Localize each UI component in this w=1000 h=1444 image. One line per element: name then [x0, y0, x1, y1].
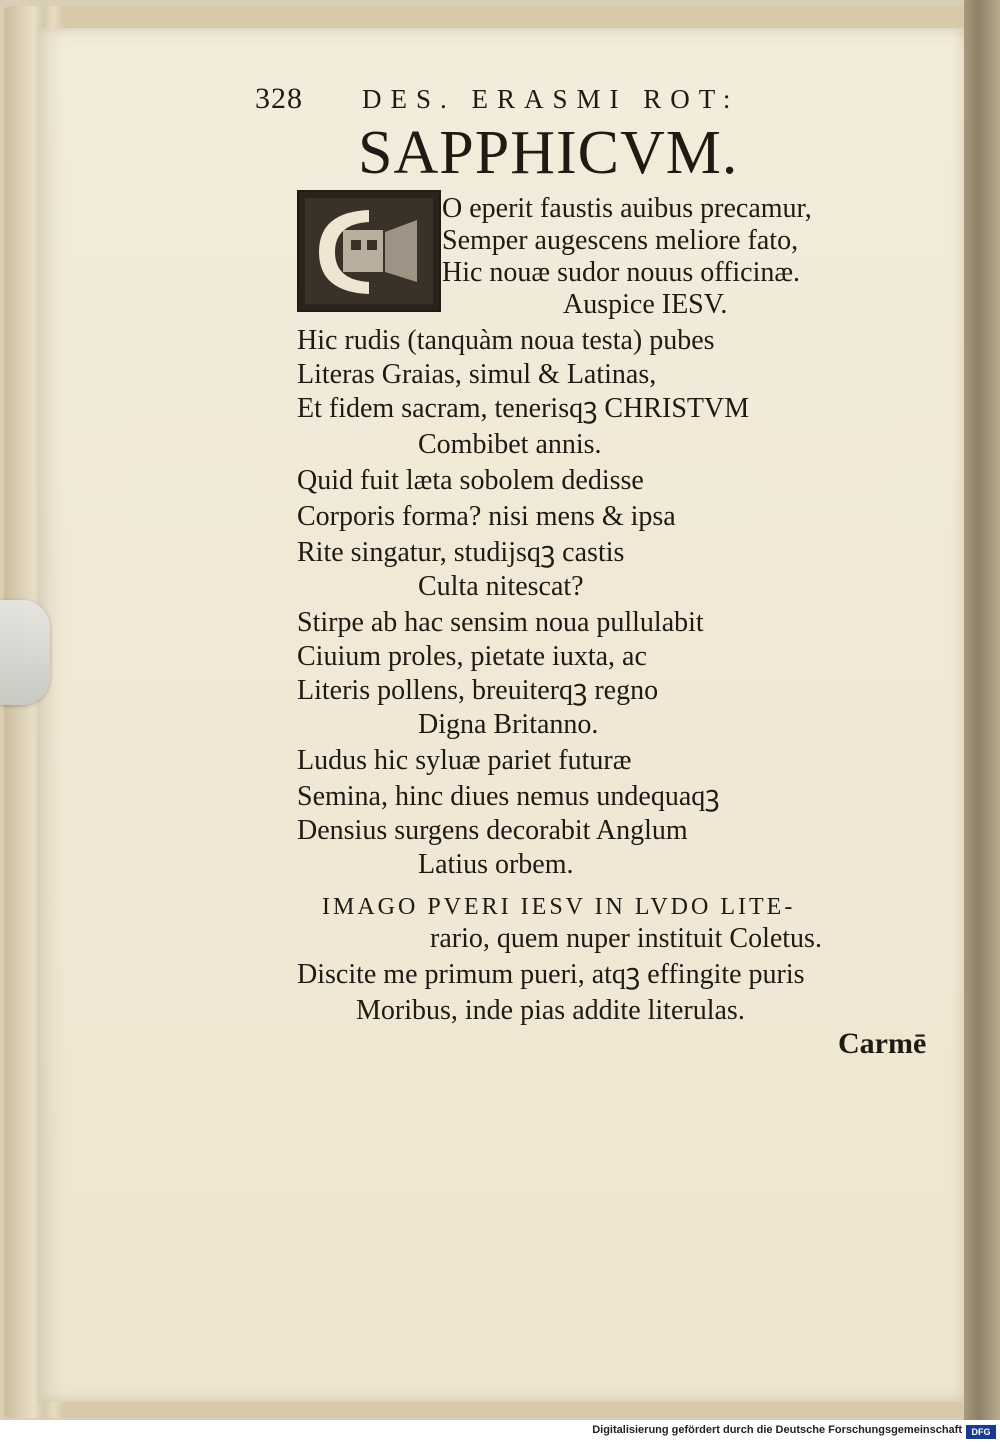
- verse-line: Et fidem sacram, tenerisqꝫ CHRISTVM: [297, 393, 750, 424]
- epigram-heading: IMAGO PVERI IESV IN LVDO LITE-: [322, 894, 796, 920]
- clip-tab: [0, 600, 50, 705]
- funding-credit: Digitalisierung gefördert durch die Deutsche Forschungsgemeinschaft: [592, 1424, 962, 1436]
- verse-line: O eperit faustis auibus precamur,: [442, 193, 812, 224]
- verse-line: Literis pollens, breuiterqꝫ regno: [297, 675, 659, 706]
- binding-strip: [964, 0, 1000, 1420]
- verse-line: Ludus hic syluæ pariet futuræ: [297, 745, 632, 776]
- footer-bar: [0, 1420, 1000, 1444]
- verse-line: Densius surgens decorabit Anglum: [297, 815, 688, 846]
- dfg-logo: DFG: [966, 1425, 996, 1439]
- verse-line: Semina, hinc diues nemus undequaqꝫ: [297, 781, 720, 812]
- verse-line: Hic nouæ sudor nouus officinæ.: [442, 257, 801, 288]
- verse-line-adonic: Combibet annis.: [418, 429, 602, 460]
- verse-line: Corporis forma? nisi mens & ipsa: [297, 501, 676, 532]
- verse-line: Literas Graias, simul & Latinas,: [297, 359, 657, 390]
- page-number: 328: [255, 82, 303, 115]
- catchword: Carmē: [838, 1027, 927, 1060]
- verse-line: Stirpe ab hac sensim noua pullulabit: [297, 607, 704, 638]
- epigram-heading-continued: rario, quem nuper instituit Coletus.: [430, 923, 822, 954]
- decorated-initial: [297, 190, 441, 312]
- verse-line-adonic: Latius orbem.: [418, 849, 574, 880]
- epigram-line: Discite me primum pueri, atqꝫ effingite puris: [297, 959, 805, 990]
- epigram-line: Moribus, inde pias addite literulas.: [356, 995, 745, 1026]
- verse-line-adonic: Auspice IESV.: [563, 289, 728, 320]
- verse-line: Semper augescens meliore fato,: [442, 225, 799, 256]
- running-title: DES. ERASMI ROT:: [362, 84, 740, 114]
- verse-line: Ciuium proles, pietate iuxta, ac: [297, 641, 647, 672]
- poem-title: SAPPHICVM.: [358, 119, 739, 187]
- verse-line: Rite singatur, studijsqꝫ castis: [297, 537, 625, 568]
- verse-line-adonic: Digna Britanno.: [418, 709, 599, 740]
- decorated-initial-woodcut: [299, 192, 439, 310]
- verse-line: Quid fuit læta sobolem dedisse: [297, 465, 644, 496]
- verse-line-adonic: Culta nitescat?: [418, 571, 584, 602]
- verse-line: Hic rudis (tanquàm noua testa) pubes: [297, 325, 715, 356]
